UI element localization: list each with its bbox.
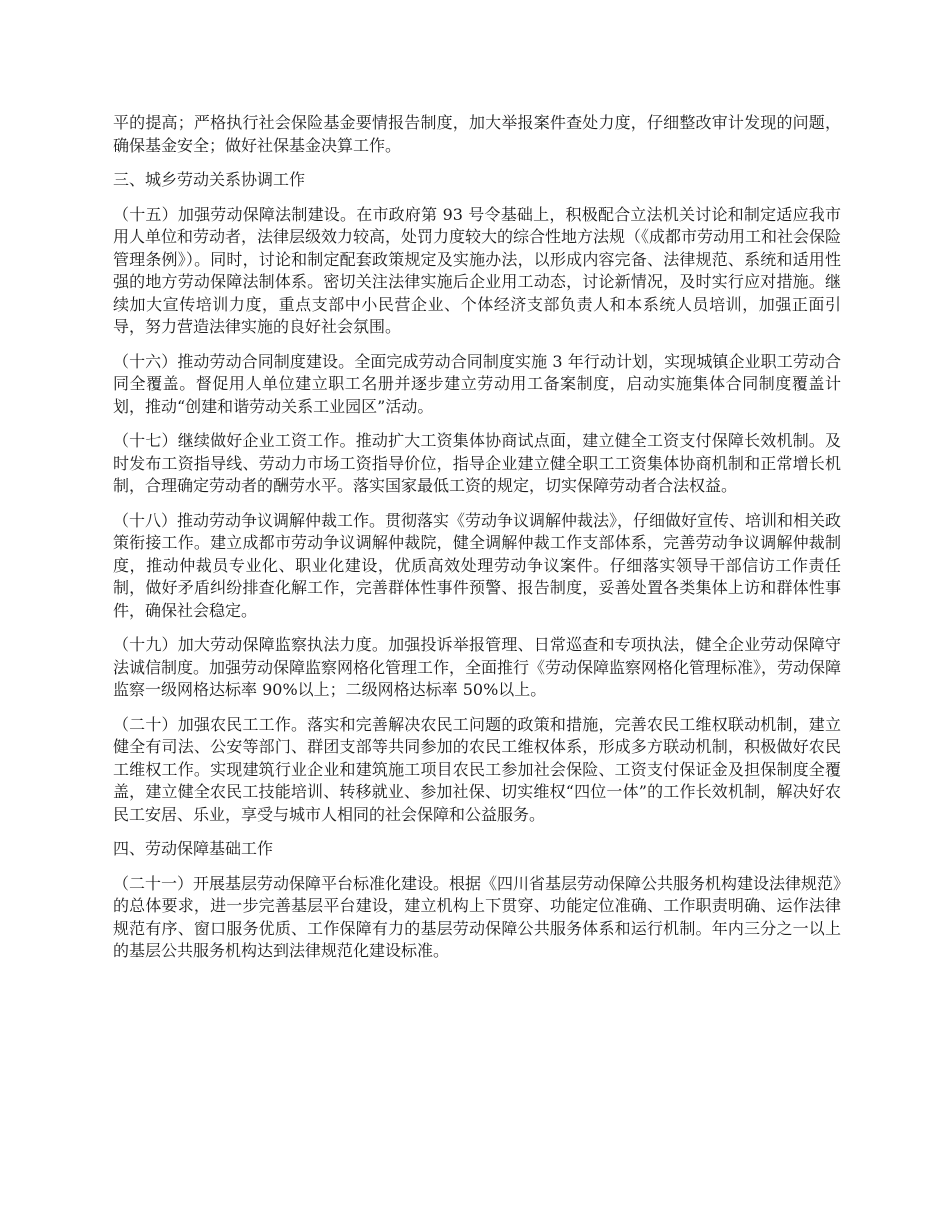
paragraph-item-17: （十七）继续做好企业工资工作。推动扩大工资集体协商试点面，建立健全工资支付保障长效机制。及时发布工资指导线、劳动力市场工资指导价位，指导企业建立健全职工工资集体协商机制和正常增长机制，合理确定劳动者的酬劳水平。落实国家最低工资的规定，切实保障劳动者合法权益。 (113, 431, 841, 495)
paragraph-item-20: （二十）加强农民工工作。落实和完善解决农民工问题的政策和措施，完善农民工维权联动机制，建立健全有司法、公安等部门、群团支部等共同参加的农民工维权体系，形成多方联动机制，积极做好农民工维权工作。实现建筑行业企业和建筑施工项目农民工参加社会保险、工资支付保证金及担保制度全覆盖，建立健全农民工技能培训、转移就业、参加社保、切实维权“四位一体”的工作长效机制，解决好农民工安居、乐业，享受与城市人相同的社会保障和公益服务。 (113, 714, 841, 824)
paragraph-item-19: （十九）加大劳动保障监察执法力度。加强投诉举报管理、日常巡查和专项执法，健全企业劳动保障守法诚信制度。加强劳动保障监察网格化管理工作，全面推行《劳动保障监察网格化管理标准》，劳动保障监察一级网格达标率 90%以上；二级网格达标率 50%以上。 (113, 635, 842, 699)
paragraph-item-15: （十五）加强劳动保障法制建设。在市政府第 93 号令基础上，积极配合立法机关讨论和制定适应我市用人单位和劳动者，法律层级效力较高，处罚力度较大的综合性地方法规（《成都市劳动用工和社会保险管理条例》）。同时，讨论和制定配套政策规定及实施办法，以形成内容完备、法律规范、系统和适用性强的地方劳动保障法制体系。密切关注法律实施后企业用工动态，讨论新情况，及时实行应对措施。继续加大宣传培训力度，重点支部中小民营企业、个体经济支部负责人和本系统人员培训，加强正面引导，努力营造法律实施的良好社会氛围。 (113, 204, 842, 336)
section-heading-basic-work: 四、劳动保障基础工作 (113, 839, 274, 858)
paragraph-fund-audit: 平的提高；严格执行社会保险基金要情报告制度，加大举报案件查处力度，仔细整改审计发现的问题，确保基金安全；做好社保基金决算工作。 (113, 113, 841, 155)
section-heading-labor-relations: 三、城乡劳动关系协调工作 (113, 170, 306, 189)
paragraph-item-21: （二十一）开展基层劳动保障平台标准化建设。根据《四川省基层劳动保障公共服务机构建设法律规范》的总体要求，进一步完善基层平台建设，建立机构上下贯穿、功能定位准确、工作职责明确、运作法律规范有序、窗口服务优质、工作保障有力的基层劳动保障公共服务体系和运行机制。年内三分之一以上的基层公共服务机构达到法律规范化建设标准。 (113, 873, 842, 960)
paragraph-item-16: （十六）推动劳动合同制度建设。全面完成劳动合同制度实施 3 年行动计划，实现城镇企业职工劳动合同全覆盖。督促用人单位建立职工名册并逐步建立劳动用工备案制度，启动实施集体合同制度覆盖计划，推动“创建和谐劳动关系工业园区”活动。 (113, 351, 841, 416)
paragraph-item-18: （十八）推动劳动争议调解仲裁工作。贯彻落实《劳动争议调解仲裁法》，仔细做好宣传、培训和相关政策衔接工作。建立成都市劳动争议调解仲裁院，健全调解仲裁工作支部体系，完善劳动争议调解仲裁制度，推动仲裁员专业化、职业化建设，优质高效处理劳动争议案件。仔细落实领导干部信访工作责任制，做好矛盾纠纷排查化解工作，完善群体性事件预警、报告制度，妥善处置各类集体上访和群体性事件，确保社会稳定。 (113, 510, 842, 620)
document-body (113, 112, 841, 975)
